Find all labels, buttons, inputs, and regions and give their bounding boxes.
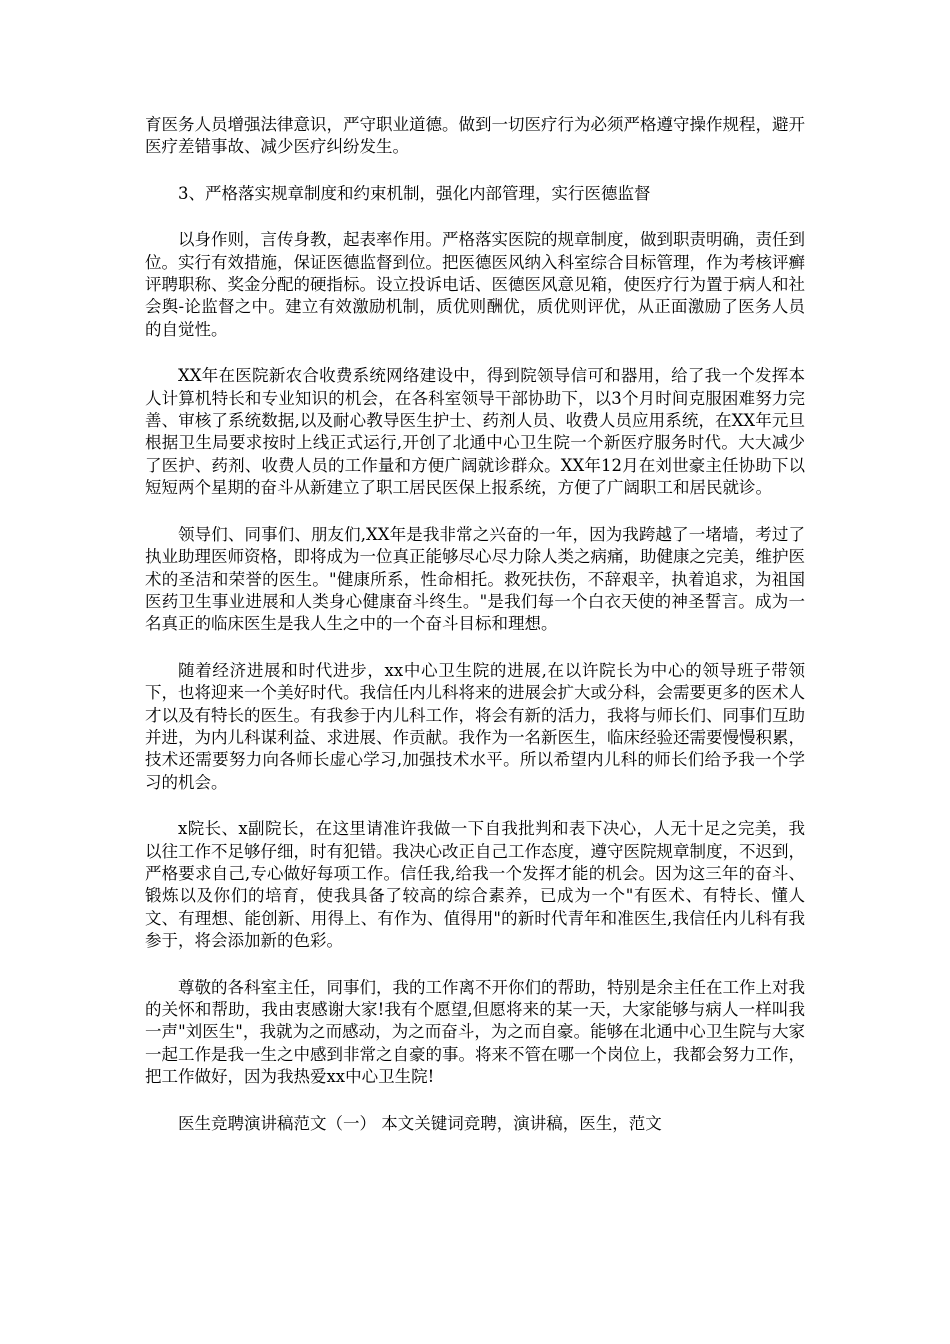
paragraph: 随着经济进展和时代进步，xx中心卫生院的进展,在以许院长为中心的领导班子带领下，也将迎来一个美好时代。我信任内儿科将来的进展会扩大或分科，会需要更多的医术人才以及有特长的医生。有我参于内儿科工作，将会有新的活力，我将与师长们、同事们互助并进，为内儿科谋利益、求进展、作贡献。我作为一名新医生，临床经验还需要慢慢积累，技术还需要努力向各师长虚心学习,加强技术水平。所以希望内儿科的师长们给予我一个学习的机会。 bbox=[145, 660, 805, 792]
paragraph: x院长、x副院长，在这里请准许我做一下自我批判和表下决心，人无十足之完美，我以往工作不足够仔细，时有犯错。我决心改正自己工作态度，遵守医院规章制度，不迟到，严格要求自己,专心做好每项工作。信任我,给我一个发挥才能的机会。因为这三年的奋斗、锻炼以及你们的培育，使我具备了较高的综合素养，已成为一个"有医术、有特长、懂人文、有理想、能创新、用得上、有作为、值得用"的新时代青年和准医生,我信任内儿科有我参于，将会添加新的色彩。 bbox=[145, 819, 805, 951]
document-body bbox=[145, 114, 805, 1159]
paragraph: 尊敬的各科室主任，同事们，我的工作离不开你们的帮助，特别是余主任在工作上对我的关怀和帮助，我由衷感谢大家!我有个愿望,但愿将来的某一天，大家能够与病人一样叫我一声"刘医生"，我就为之而感动，为之而奋斗，为之而自豪。能够在北通中心卫生院与大家一起工作是我一生之中感到非常之自豪的事。将来不管在哪一个岗位上，我都会努力工作，把工作做好，因为我热爱xx中心卫生院! bbox=[145, 977, 805, 1087]
paragraph: 领导们、同事们、朋友们,XX年是我非常之兴奋的一年，因为我跨越了一堵墙，考过了执业助理医师资格，即将成为一位真正能够尽心尽力除人类之病痛，助健康之完美，维护医术的圣洁和荣誉的医生。"健康所系，性命相托。救死扶伤，不辞艰辛，执着追求，为祖国医药卫生事业进展和人类身心健康奋斗终生。"是我们每一个白衣天使的神圣誓言。成为一名真正的临床医生是我人生之中的一个奋斗目标和理想。 bbox=[145, 524, 805, 634]
paragraph: 以身作则，言传身教，起表率作用。严格落实医院的规章制度，做到职责明确，责任到位。实行有效措施，保证医德监督到位。把医德医风纳入科室综合目标管理，作为考核评癣评聘职称、奖金分配的硬指标。设立投诉电话、医德医风意见箱，使医疗行为置于病人和社会舆-论监督之中。建立有效激励机制，质优则酬优，质优则评优，从正面激励了医务人员的自觉性。 bbox=[145, 230, 805, 339]
paragraph: XX年在医院新农合收费系统网络建设中，得到院领导信可和器用，给了我一个发挥本人计算机特长和专业知识的机会，在各科室领导干部协助下，以3个月时间克服困难努力完善、审核了系统数据,以及耐心教导医生护士、药剂人员、收费人员应用系统，在XX年元旦根据卫生局要求按时上线正式运行,开创了北通中心卫生院一个新医疗服务时代。大大减少了医护、药剂、收费人员的工作量和方便广阔就诊群众。XX年12月在刘世豪主任协助下以短短两个星期的奋斗从新建立了职工居民医保上报系统，方便了广阔职工和居民就诊。 bbox=[145, 366, 805, 498]
section-heading: 3、严格落实规章制度和约束机制，强化内部管理，实行医德监督 bbox=[178, 183, 651, 203]
paragraph-continuation: 育医务人员增强法律意识，严守职业道德。做到一切医疗行为必须严格遵守操作规程，避开医疗差错事故、减少医疗纠纷发生。 bbox=[145, 115, 805, 157]
document-footer-title: 医生竞聘演讲稿范文（一） 本文关键词竞聘，演讲稿，医生，范文 bbox=[178, 1113, 662, 1133]
